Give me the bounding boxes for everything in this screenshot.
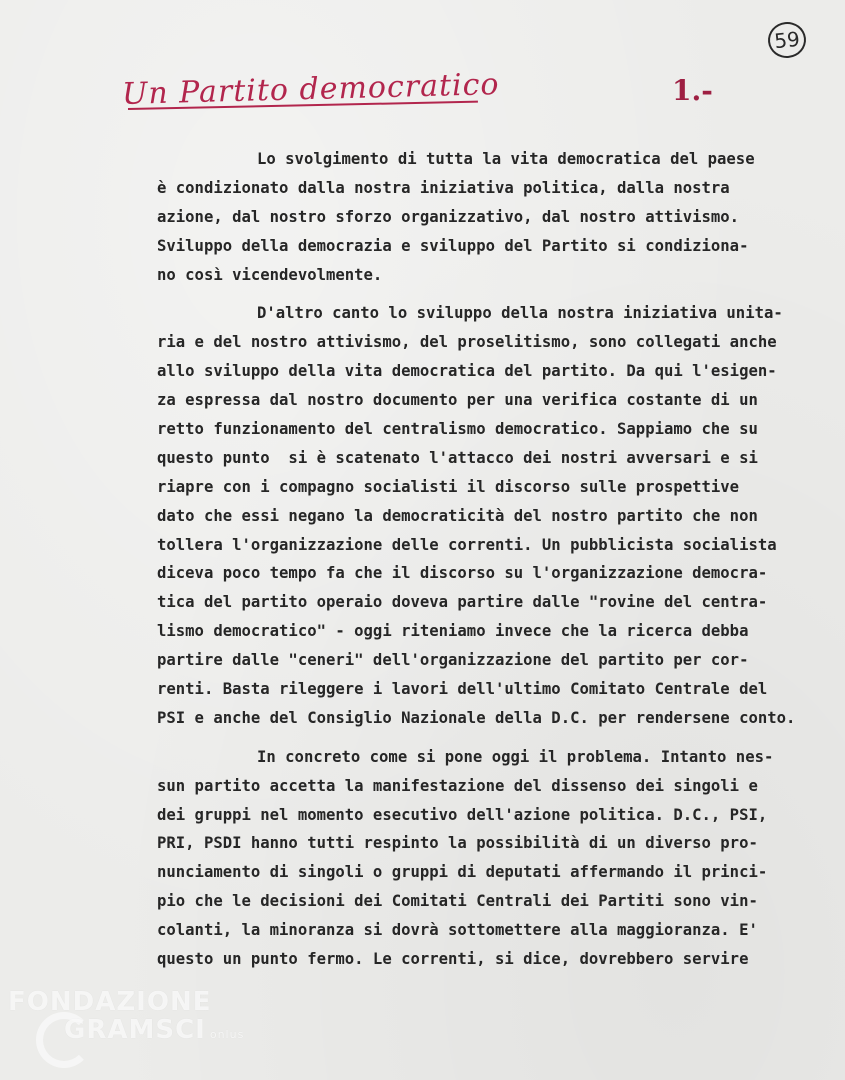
paragraph-gap <box>157 733 837 743</box>
typewritten-body <box>157 145 837 974</box>
watermark <box>8 988 244 1049</box>
text-line: no così vicendevolmente. <box>157 265 383 284</box>
section-number: 1.- <box>672 74 713 107</box>
watermark-line-2 <box>8 1016 244 1049</box>
text-line: questo punto si è scatenato l'attacco dei nostri avversari e si <box>157 448 758 467</box>
text-line: renti. Basta rileggere i lavori dell'ultimo Comitato Centrale del <box>157 680 768 699</box>
text-line: za espressa dal nostro documento per una verifica costante di un <box>157 391 758 410</box>
text-line: pio che le decisioni dei Comitati Centrali dei Partiti sono vin- <box>157 892 758 911</box>
text-line: sun partito accetta la manifestazione del dissenso dei singoli e <box>157 776 758 795</box>
text-line: PSI e anche del Consiglio Nazionale della D.C. per rendersene conto. <box>157 708 796 727</box>
text-line: Sviluppo della democrazia e sviluppo del Partito si condiziona- <box>157 236 749 255</box>
text-line: dato che essi negano la democraticità del nostro partito che non <box>157 506 758 525</box>
page-number-stamp <box>766 20 808 60</box>
text-line: azione, dal nostro sforzo organizzativo, dal nostro attivismo. <box>157 207 740 226</box>
handwritten-title: Un Partito democratico <box>121 67 500 112</box>
text-line: riapre con i compagno socialisti il discorso sulle prospettive <box>157 477 740 496</box>
text-line: dei gruppi nel momento esecutivo dell'azione politica. D.C., PSI, <box>157 805 768 824</box>
text-line: colanti, la minoranza si dovrà sottomettere alla maggioranza. E' <box>157 921 758 940</box>
watermark-onlus: onlus <box>209 1028 245 1041</box>
text-line: tollera l'organizzazione delle correnti. Un pubblicista socialista <box>157 535 777 554</box>
text-line: lismo democratico" - oggi riteniamo invece che la ricerca debba <box>157 622 749 641</box>
page-number-text: 59 <box>773 26 801 54</box>
text-line: retto funzionamento del centralismo democratico. Sappiamo che su <box>157 420 758 439</box>
text-line: PRI, PSDI hanno tutti respinto la possibilità di un diverso pro- <box>157 834 758 853</box>
watermark-gramsci: GRAMSCI <box>64 1015 206 1045</box>
text-line: nunciamento di singoli o gruppi di deputati affermando il princi- <box>157 863 768 882</box>
text-line: D'altro canto lo sviluppo della nostra iniziativa unita- <box>257 304 783 323</box>
text-line: partire dalle "ceneri" dell'organizzazione del partito per cor- <box>157 651 749 670</box>
text-line: ria e del nostro attivismo, del proselitismo, sono collegati anche <box>157 333 777 352</box>
text-line: diceva poco tempo fa che il discorso su l'organizzazione democra- <box>157 564 768 583</box>
watermark-line-1: FONDAZIONE <box>8 987 212 1017</box>
text-line: Lo svolgimento di tutta la vita democratica del paese <box>257 150 755 168</box>
paragraph-gap <box>157 289 837 299</box>
text-line: In concreto come si pone oggi il problema. Intanto nes- <box>257 747 774 766</box>
text-line: tica del partito operaio doveva partire dalle "rovine del centra- <box>157 593 768 612</box>
text-line: allo sviluppo della vita democratica del partito. Da qui l'esigen- <box>157 362 777 381</box>
text-line: questo un punto fermo. Le correnti, si dice, dovrebbero servire <box>157 950 749 969</box>
text-line: è condizionato dalla nostra iniziativa politica, dalla nostra <box>157 178 730 197</box>
